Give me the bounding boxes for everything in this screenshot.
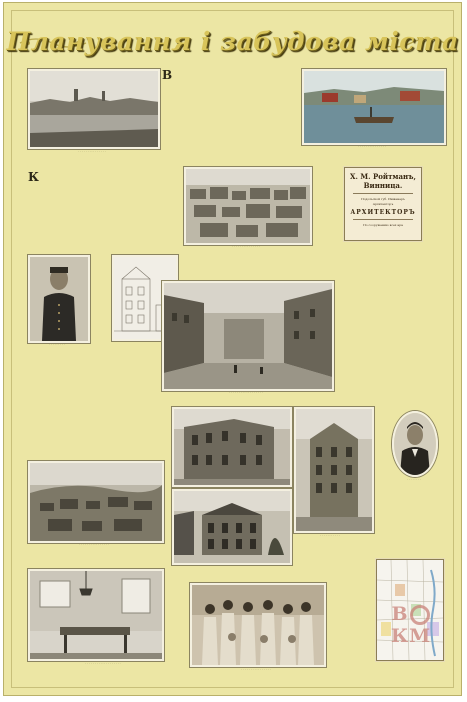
photo-city-aerial — [184, 167, 312, 245]
photo-portrait-gentleman — [392, 411, 438, 477]
text-block-left-lower — [28, 349, 158, 453]
caption-mansion: · · · · · · · · · · · — [319, 533, 341, 537]
text-block-left-column — [28, 171, 156, 251]
logo-letters-end: КМ — [390, 625, 432, 647]
text-block-intro — [162, 69, 298, 137]
document-line-1: Подольской губ. Инженеръ — [361, 197, 405, 201]
poster-title: Планування і забудова міста — [6, 27, 459, 56]
caption-town-hillside: · · · · · · · · · · · · · · · · — [79, 542, 109, 546]
museum-logo — [379, 603, 443, 647]
photo-street-view — [162, 281, 334, 391]
caption-river-panorama: · · · · · · · · · · · · · · · — [78, 149, 106, 153]
logo-letter-start: В — [391, 603, 409, 625]
text-block-caption-center — [176, 259, 222, 283]
photo-town-hillside — [28, 461, 164, 543]
dropcap-glyph: В — [162, 69, 173, 82]
document-line-2: Архитекторъ — [372, 202, 394, 206]
caption-interior-room: · · · · · · · · · · · · · · · · · · · — [85, 661, 121, 665]
photo-portrait-officer — [28, 255, 90, 343]
document-big-label: АРХИТЕКТОРЪ — [350, 209, 416, 216]
text-block-history — [162, 140, 298, 154]
photo-tall-building — [294, 407, 374, 533]
text-block-right-column — [340, 271, 446, 403]
logo-ring-icon — [410, 605, 430, 625]
document-line-3: По сооружению всех ара — [363, 223, 403, 227]
document-rule — [353, 193, 413, 194]
text-block-right-lower — [380, 503, 448, 557]
photo-mansion — [172, 489, 292, 565]
exhibition-poster — [3, 2, 462, 696]
caption-portrait-gentleman: · · · · · · · · — [406, 477, 422, 481]
caption-city-aerial: · · · · · · · · · · · · · · · — [232, 244, 260, 248]
photo-riverside-color — [302, 69, 446, 145]
document-header: Х. М. Ройтманъ, Винница. — [350, 172, 416, 190]
photo-interior-room — [28, 569, 164, 661]
caption-group-portrait: · · · · · · · · · · · · · · · · — [241, 667, 271, 671]
photo-building-corner — [172, 407, 292, 487]
caption-street-view: · · · · · · · · · · · · · · · · · · — [229, 390, 263, 394]
caption-riverside-color: · · · · · · · · · · · · · · · — [358, 144, 386, 148]
caption-portrait-officer: · · · · · · · · · — [48, 342, 66, 346]
document-rule — [353, 219, 413, 220]
document-roitman-advert — [344, 167, 422, 241]
dropcap-glyph: К — [28, 171, 39, 184]
photo-group-portrait — [190, 583, 326, 667]
photo-river-panorama — [28, 69, 160, 149]
